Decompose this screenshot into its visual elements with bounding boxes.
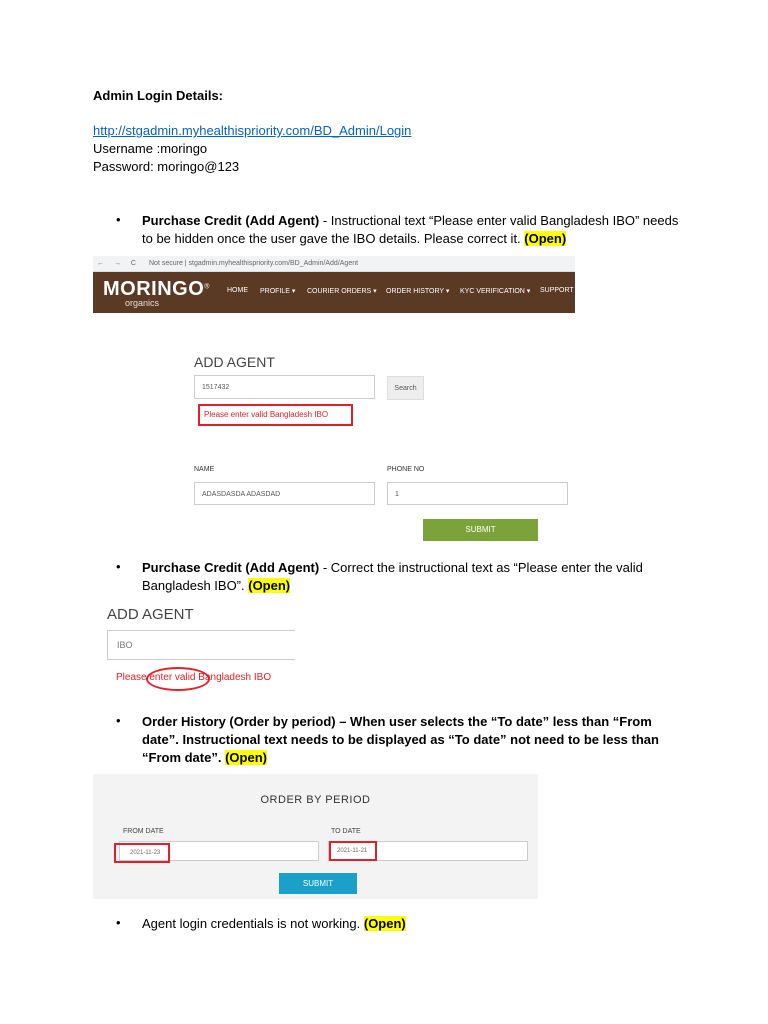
bullet-1: • (116, 212, 121, 227)
login-url-link[interactable]: http://stgadmin.myhealthispriority.com/BD_Admin/Login (93, 123, 412, 138)
ibo-input: IBO (107, 630, 295, 660)
submit-button: SUBMIT (423, 519, 538, 541)
password-line: Password: moringo@123 (93, 159, 240, 174)
moringo-logo (103, 278, 210, 308)
error-highlight-oval (146, 667, 210, 691)
browser-nav-buttons: ← → C (97, 260, 140, 267)
order-by-period-screenshot (93, 774, 538, 899)
issue-text: - Correct the instructional text as “Please enter the valid Bangladesh IBO”. (142, 560, 643, 593)
add-agent-title: ADD AGENT (107, 606, 194, 623)
add-agent-screenshot (93, 256, 575, 546)
issue-title: Order History (Order by period) (142, 714, 336, 729)
add-agent-error-screenshot (107, 606, 297, 691)
nav-profile: PROFILE ▾ (260, 288, 296, 295)
nav-kyc-verification: KYC VERIFICATION ▾ (460, 288, 531, 295)
error-message: Please enter valid Bangladesh IBO (204, 410, 329, 419)
nav-home: HOME (227, 287, 248, 294)
issue-item-4 (142, 915, 682, 933)
status-badge: (Open) (248, 578, 291, 593)
issue-text: Agent login credentials is not working. (142, 916, 364, 931)
browser-address-bar (93, 256, 575, 272)
username-line: Username :moringo (93, 141, 208, 156)
from-date-value: 2021-11-23 (130, 850, 161, 856)
issue-title: Purchase Credit (Add Agent) (142, 213, 320, 228)
logo-registered: ® (204, 283, 210, 291)
site-navbar (93, 272, 575, 313)
issue-text: - Instructional text “Please enter valid Bangladesh IBO” needs to be hidden once the user gave the IBO details. Please correct it. (142, 213, 679, 246)
bullet-3: • (116, 713, 121, 728)
phone-label: PHONE NO (387, 466, 425, 473)
name-label: NAME (194, 466, 215, 473)
phone-input: 1 (387, 482, 568, 505)
error-highlight-box (198, 404, 353, 426)
doc-heading: Admin Login Details: (93, 88, 223, 103)
to-date-value: 2021-11-21 (337, 848, 368, 854)
issue-text: – When user selects the “To date” less than “From date”. Instructional text needs to be displayed as “To date” not need to be less than “From date”. (142, 714, 659, 765)
nav-courier-orders: COURIER ORDERS ▾ (307, 288, 377, 295)
issue-item-1 (142, 212, 682, 248)
status-badge: (Open) (363, 916, 406, 931)
ibo-input: 1517432 (194, 375, 375, 399)
status-badge: (Open) (524, 231, 567, 246)
from-date-highlight (114, 843, 170, 863)
to-date-label: TO DATE (331, 828, 361, 835)
logo-sub: organics (125, 298, 160, 308)
issue-item-2 (142, 559, 682, 595)
to-date-highlight (329, 841, 377, 861)
nav-order-history: ORDER HISTORY ▾ (386, 288, 450, 295)
status-badge: (Open) (225, 750, 267, 765)
error-message: Please enter valid Bangladesh IBO (116, 672, 272, 683)
nav-support: SUPPORT (540, 287, 574, 294)
browser-url: Not secure | stgadmin.myhealthispriority.com/BD_Admin/Add/Agent (149, 260, 359, 267)
search-button: Search (387, 376, 424, 400)
issue-item-3 (142, 713, 682, 767)
from-date-label: FROM DATE (123, 828, 164, 835)
submit-button: SUBMIT (279, 873, 357, 894)
issue-title: Purchase Credit (Add Agent) (142, 560, 320, 575)
add-agent-title: ADD AGENT (194, 354, 275, 370)
bullet-2: • (116, 559, 121, 574)
bullet-4: • (116, 915, 121, 930)
name-input: ADASDASDA ADASDAD (194, 482, 375, 505)
logo-main: MORINGO (103, 278, 205, 300)
order-by-period-title: ORDER BY PERIOD (260, 794, 371, 806)
